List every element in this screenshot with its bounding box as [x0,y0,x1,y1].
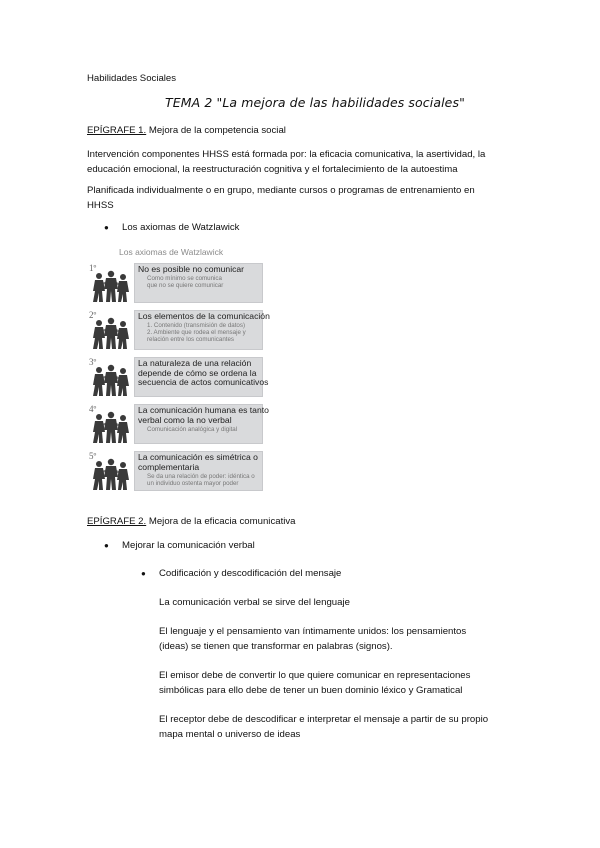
paragraph-line: (ideas) se tienen que transformar en palabras (signos). [159,641,393,652]
axiom-sub-text: 2. Ambiente que rodea el mensaje y [147,329,246,337]
people-group-icon [91,457,131,491]
axiom-box [134,404,269,444]
axiom-box [134,357,269,397]
paragraph-line: HHSS [87,200,114,211]
axiom-number: 3º [89,357,97,367]
axiom-sub-text: un individuo ostenta mayor poder [147,479,239,487]
axiom-box [134,451,263,491]
bullet-dot-icon: ● [141,569,146,578]
axiom-number: 4º [89,404,97,414]
epigrafe1-heading [87,123,286,138]
axiom-box [134,263,263,303]
paragraph-line: simbólicas para ello debe de tener un buen dominio léxico y Gramatical [159,685,463,696]
axiom-sub-text: Se da una relación de poder: idéntica o [147,472,255,480]
axiom-row [87,355,269,399]
axiom-number: 1º [89,263,97,273]
paragraph-line: El receptor debe de descodificar e interpretar el mensaje a partir de su propio [159,714,489,725]
axiom-row [87,308,270,352]
paragraph-line: Intervención componentes HHSS está formada por: la eficacia comunicativa, la asertividad, la [87,149,486,160]
page-title: TEMA 2 "La mejora de las habilidades sociales" [165,95,465,110]
axiom-main-text: complementaria [138,461,200,472]
bullet-dot-icon: ● [104,541,109,550]
axiom-box [134,310,270,350]
axiom-main-text: depende de cómo se ordena la [138,367,257,378]
axiom-sub-text: Como mínimo se comunica [147,275,222,283]
axiom-main-text: verbal como la no verbal [138,414,232,425]
bullet-item: Codificación y descodificación del mensaje [159,568,342,579]
epigrafe1-label: EPÍGRAFE 1. [87,125,147,136]
epigrafe2-heading [87,514,296,529]
axioms-figure [87,243,270,495]
epigrafe1-text: Mejora de la competencia social [148,125,286,136]
axiom-main-text: La naturaleza de una relación [138,358,252,368]
axiom-row [87,402,269,446]
axiom-sub-text: 1. Contenido (transmisión de datos) [147,322,246,330]
figure-title: Los axiomas de Watzlawick [119,247,224,257]
paragraph-line: El emisor debe de convertir lo que quiere comunicar en representaciones [159,670,471,681]
course-header: Habilidades Sociales [87,73,177,84]
bullet-item: Los axiomas de Watzlawick [122,222,240,233]
paragraph-line: mapa mental o universo de ideas [159,729,301,740]
bullet-item: Mejorar la comunicación verbal [122,540,255,551]
axiom-main-text: Los elementos de la comunicación [138,311,270,321]
axiom-row [87,261,263,305]
paragraph-line: La comunicación verbal se sirve del lenguaje [159,597,350,608]
axiom-row [87,449,263,493]
axiom-main-text: secuencia de actos comunicativos [138,377,269,388]
axiom-main-text: No es posible no comunicar [138,264,245,274]
people-group-icon [91,316,131,350]
axiom-number: 5º [89,451,97,461]
bullet-dot-icon: ● [104,223,109,232]
paragraph-line: educación emocional, la reestructuración cognitiva y el fortalecimiento de la autoestima [87,164,458,175]
epigrafe2-text: Mejora de la eficacia comunicativa [148,516,296,527]
axiom-number: 2º [89,310,97,320]
paragraph-line: Planificada individualmente o en grupo, mediante cursos o programas de entrenamiento en [87,185,475,196]
paragraph-line: El lenguaje y el pensamiento van íntimamente unidos: los pensamientos [159,626,467,637]
axiom-sub-text: Comunicación analógica y digital [147,425,238,433]
axiom-sub-text: relación entre los comunicantes [147,336,235,344]
axiom-sub-text: que no se quiere comunicar [147,282,224,290]
axiom-main-text: La comunicación humana es tanto [138,405,269,415]
people-group-icon [91,269,131,303]
people-group-icon [91,363,131,397]
epigrafe2-label: EPÍGRAFE 2. [87,516,147,527]
axiom-main-text: La comunicación es simétrica o [138,452,258,462]
people-group-icon [91,410,131,444]
